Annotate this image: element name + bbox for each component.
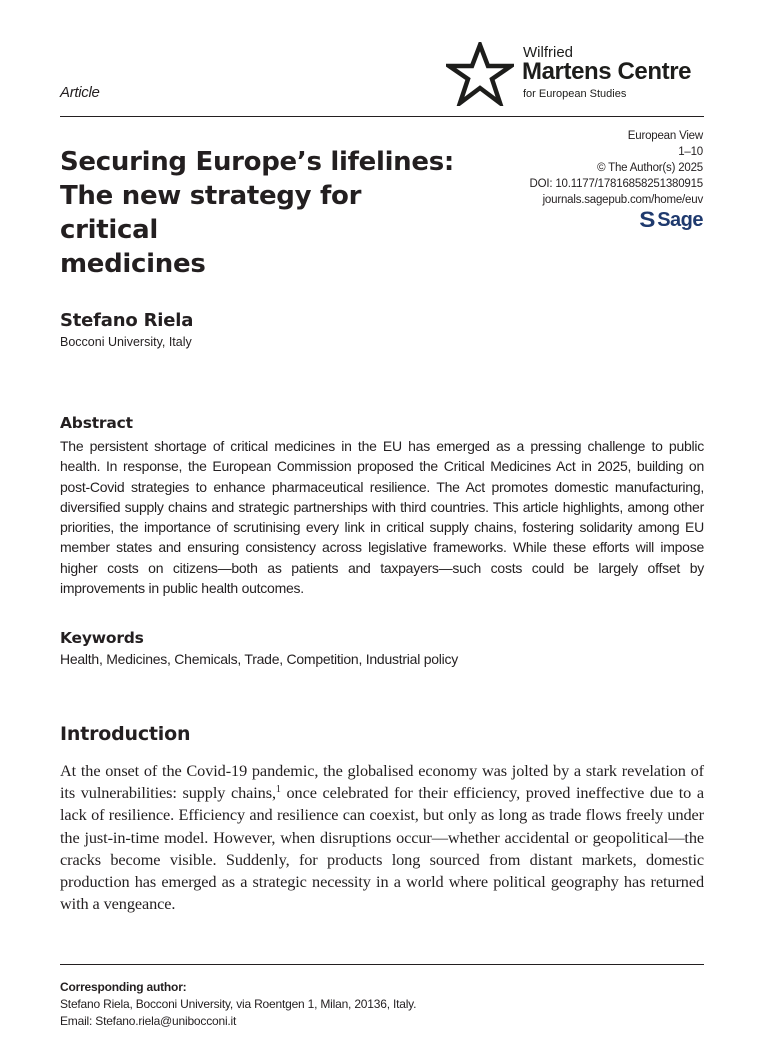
corresponding-author-address: Stefano Riela, Bocconi University, via Roentgen 1, Milan, 20136, Italy. <box>60 997 417 1011</box>
sage-s-icon: S <box>639 207 655 232</box>
keywords-text: Health, Medicines, Chemicals, Trade, Competition, Industrial policy <box>60 651 458 667</box>
intro-text-part-1: At the onset of the Covid-19 pandemic, the globalised economy was jolted by a stark revelation of its vulnerabilities: supply chains, <box>60 761 704 803</box>
author-affiliation: Bocconi University, Italy <box>60 335 192 349</box>
corresponding-author-heading: Corresponding author: <box>60 980 187 994</box>
journal-metadata <box>530 128 703 208</box>
journal-url: journals.sagepub.com/home/euv <box>542 194 703 206</box>
logo-line-1: Wilfried <box>523 44 574 61</box>
martens-centre-logo <box>444 40 714 110</box>
title-line-1: Securing Europe’s lifelines: <box>60 147 455 177</box>
star-icon <box>446 42 514 106</box>
journal-name: European View <box>627 130 703 142</box>
footer-divider <box>60 964 704 965</box>
header-divider <box>60 116 704 117</box>
page-range: 1–10 <box>678 146 703 158</box>
corresponding-author <box>60 979 416 1030</box>
intro-text-part-2: once celebrated for their efficiency, proved ineffective due to a lack of resilience. Efficiency and resilience can coexist, but only as long as trade flows freely under the just-in-time model. However, when disruptions occur—whether accidental or geopolitical—the cracks become visible. Suddenly, for products long sourced from distant markets, domestic production has emerged as a strategic necessity in a world where political geography has returned with a vengeance. <box>60 783 704 914</box>
publisher-logo <box>640 207 703 233</box>
title-line-3: medicines <box>60 249 206 279</box>
footnote-marker[interactable]: 1 <box>275 784 281 796</box>
copyright: © The Author(s) 2025 <box>597 162 703 174</box>
publisher-name: Sage <box>657 208 703 231</box>
title-line-2: The new strategy for critical <box>60 181 362 245</box>
keywords-heading: Keywords <box>60 629 144 647</box>
introduction-text <box>60 760 704 915</box>
article-type-label: Article <box>60 84 100 101</box>
corresponding-author-email[interactable]: Email: Stefano.riela@unibocconi.it <box>60 1014 237 1028</box>
author-name: Stefano Riela <box>60 310 194 331</box>
article-title <box>60 145 460 281</box>
abstract-text: The persistent shortage of critical medicines in the EU has emerged as a pressing challenge to public health. In response, the European Commission proposed the Critical Medicines Act in 2025, building on post-Covid strategies to enhance pharmaceutical resilience. The Act promotes domestic manufacturing, diversified supply chains and strategic partnerships with third countries. This article highlights, among other priorities, the importance of scrutinising every link in critical supply chains, fostering solidarity among EU member states and ensuring consistency across legislative frameworks. While these efforts will impose higher costs on citizens—both as patients and taxpayers—such costs could be largely offset by improvements in public health outcomes. <box>60 438 704 597</box>
abstract-heading: Abstract <box>60 414 133 432</box>
logo-line-3: for European Studies <box>523 88 627 100</box>
doi: DOI: 10.1177/17816858251380915 <box>529 178 703 190</box>
introduction-heading: Introduction <box>60 723 191 745</box>
logo-line-2: Martens Centre <box>522 58 692 85</box>
